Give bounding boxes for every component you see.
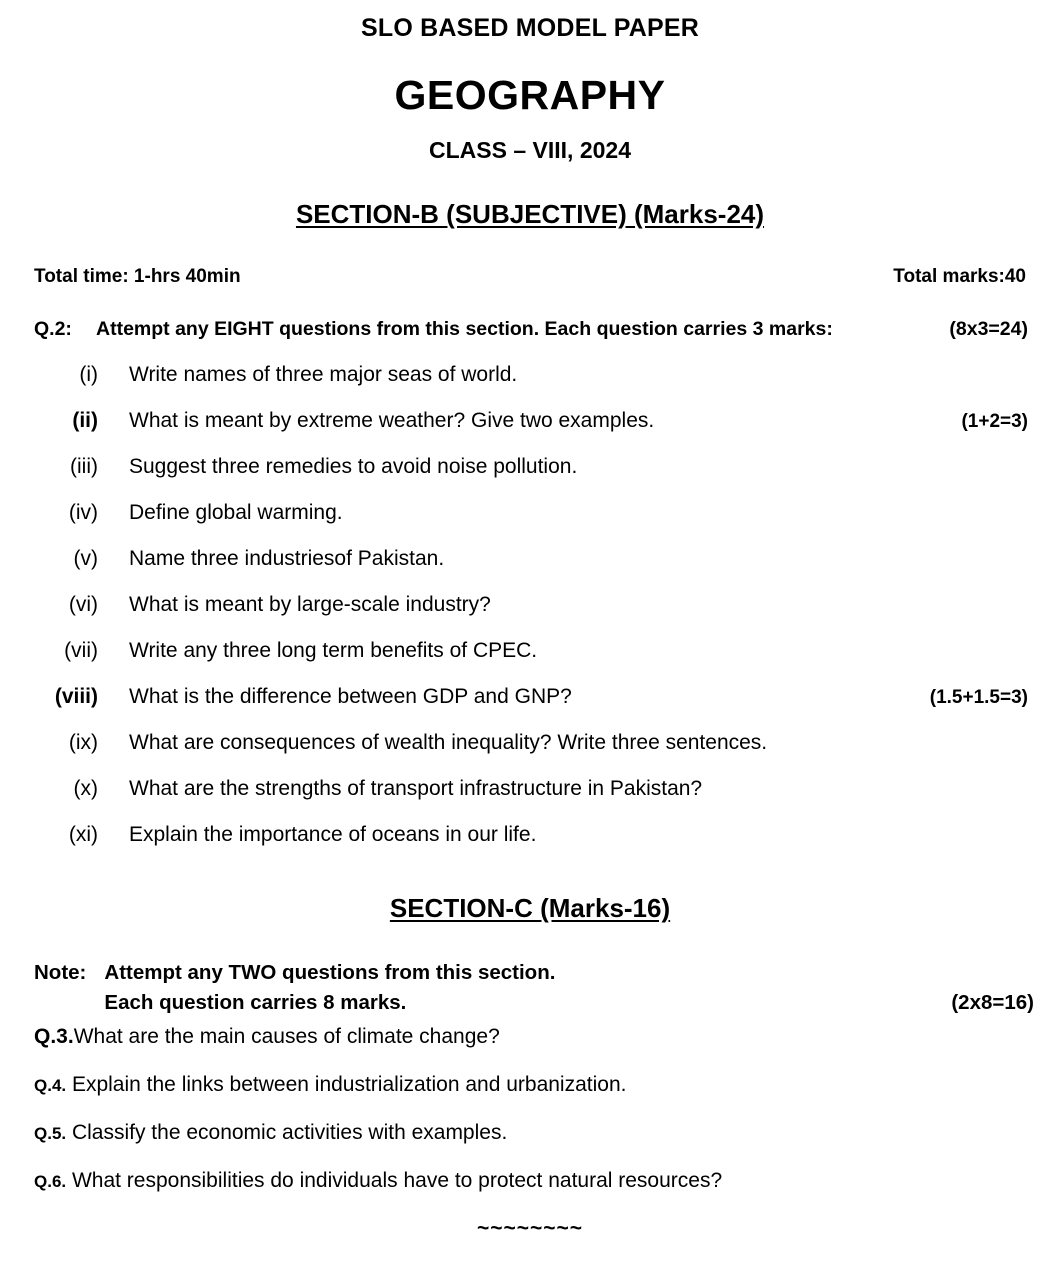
exam-paper-page	[0, 15, 1060, 1269]
question-row	[26, 777, 1034, 801]
paper-class-year: CLASS – VIII, 2024	[429, 136, 631, 163]
exam-meta-row	[26, 266, 1034, 288]
long-question-row	[34, 1169, 1034, 1193]
long-question-text: Classify the economic activities with examples.	[66, 1120, 508, 1144]
question-text: What is meant by large-scale industry?	[129, 593, 491, 617]
long-question-row	[34, 1073, 1034, 1097]
long-question-list	[26, 1025, 1034, 1194]
question-roman-numeral: (viii)	[54, 685, 98, 709]
question-roman-numeral: (v)	[73, 547, 98, 571]
question-row	[26, 409, 1034, 433]
note-marks: (2x8=16)	[951, 990, 1034, 1014]
note-line-first	[104, 958, 1034, 988]
note-line-2-text: Each question carries 8 marks.	[104, 990, 407, 1014]
paper-subject-title: GEOGRAPHY	[394, 71, 666, 118]
long-question-label: Q.3.	[34, 1024, 74, 1048]
instruction-marks: (8x3=24)	[949, 318, 1028, 341]
note-label: Note:	[34, 961, 87, 985]
section-b-heading-text: SECTION-B (SUBJECTIVE) (Marks-24)	[295, 198, 765, 229]
question-row	[26, 639, 1034, 663]
question-text: What are the strengths of transport infrastructure in Pakistan?	[129, 777, 703, 801]
long-question-text: What are the main causes of climate change?	[73, 1024, 500, 1048]
question-roman-numeral: (xi)	[68, 823, 98, 847]
long-question-label: Q.4.	[34, 1075, 67, 1095]
question-row	[26, 823, 1034, 847]
question-row	[26, 455, 1034, 479]
question-roman-numeral: (vi)	[68, 593, 98, 617]
question-row	[26, 685, 1034, 709]
long-question-row	[34, 1121, 1034, 1145]
section-b-instruction	[26, 318, 1034, 341]
question-row	[26, 547, 1034, 571]
question-text: Define global warming.	[129, 501, 343, 525]
long-question-label: Q.6.	[34, 1171, 67, 1191]
section-c-heading-text: SECTION-C (Marks-16)	[389, 893, 671, 924]
instruction-question-label: Q.2:	[34, 318, 72, 341]
question-row	[26, 501, 1034, 525]
note-line-second	[104, 988, 1034, 1018]
question-row	[26, 731, 1034, 755]
note-body	[104, 958, 1034, 1017]
question-text: What is meant by extreme weather? Give two examples.	[129, 409, 655, 433]
long-question-text: What responsibilities do individuals have to protect natural resources?	[66, 1168, 723, 1192]
question-text: Suggest three remedies to avoid noise pollution.	[129, 455, 578, 479]
question-text: What is the difference between GDP and GNP?	[129, 685, 572, 709]
question-marks: (1.5+1.5=3)	[929, 687, 1028, 709]
long-question-text: Explain the links between industrialization and urbanization.	[66, 1072, 627, 1096]
question-text: Write any three long term benefits of CPEC.	[129, 639, 538, 663]
short-question-list	[26, 363, 1034, 847]
question-text: Name three industriesof Pakistan.	[129, 547, 445, 571]
question-text: What are consequences of wealth inequality? Write three sentences.	[129, 731, 768, 755]
question-roman-numeral: (ix)	[68, 731, 98, 755]
question-text: Explain the importance of oceans in our life.	[129, 823, 537, 847]
instruction-text: Attempt any EIGHT questions from this section. Each question carries 3 marks:	[96, 318, 833, 341]
paper-kicker: SLO BASED MODEL PAPER	[360, 14, 700, 42]
question-marks: (1+2=3)	[961, 411, 1028, 433]
question-row	[26, 363, 1034, 387]
section-c-heading	[26, 894, 1034, 923]
question-roman-numeral: (vii)	[64, 639, 98, 663]
question-text: Write names of three major seas of world.	[129, 363, 518, 387]
question-roman-numeral: (x)	[73, 777, 98, 801]
section-b-heading	[26, 200, 1034, 229]
question-roman-numeral: (iii)	[70, 455, 98, 479]
long-question-row	[34, 1025, 1034, 1049]
long-question-label: Q.5.	[34, 1123, 67, 1143]
question-roman-numeral: (iv)	[68, 501, 98, 525]
question-row	[26, 593, 1034, 617]
question-roman-numeral: (ii)	[72, 409, 98, 433]
total-marks-label: Total marks:40	[893, 266, 1026, 288]
total-time-label: Total time: 1-hrs 40min	[34, 266, 241, 288]
question-roman-numeral: (i)	[79, 363, 98, 387]
document-header	[26, 15, 1034, 163]
footer-ornament: ~~~~~~~~	[476, 1217, 584, 1241]
note-line-1-text: Attempt any TWO questions from this section.	[104, 961, 556, 985]
section-c-note	[26, 958, 1034, 1017]
